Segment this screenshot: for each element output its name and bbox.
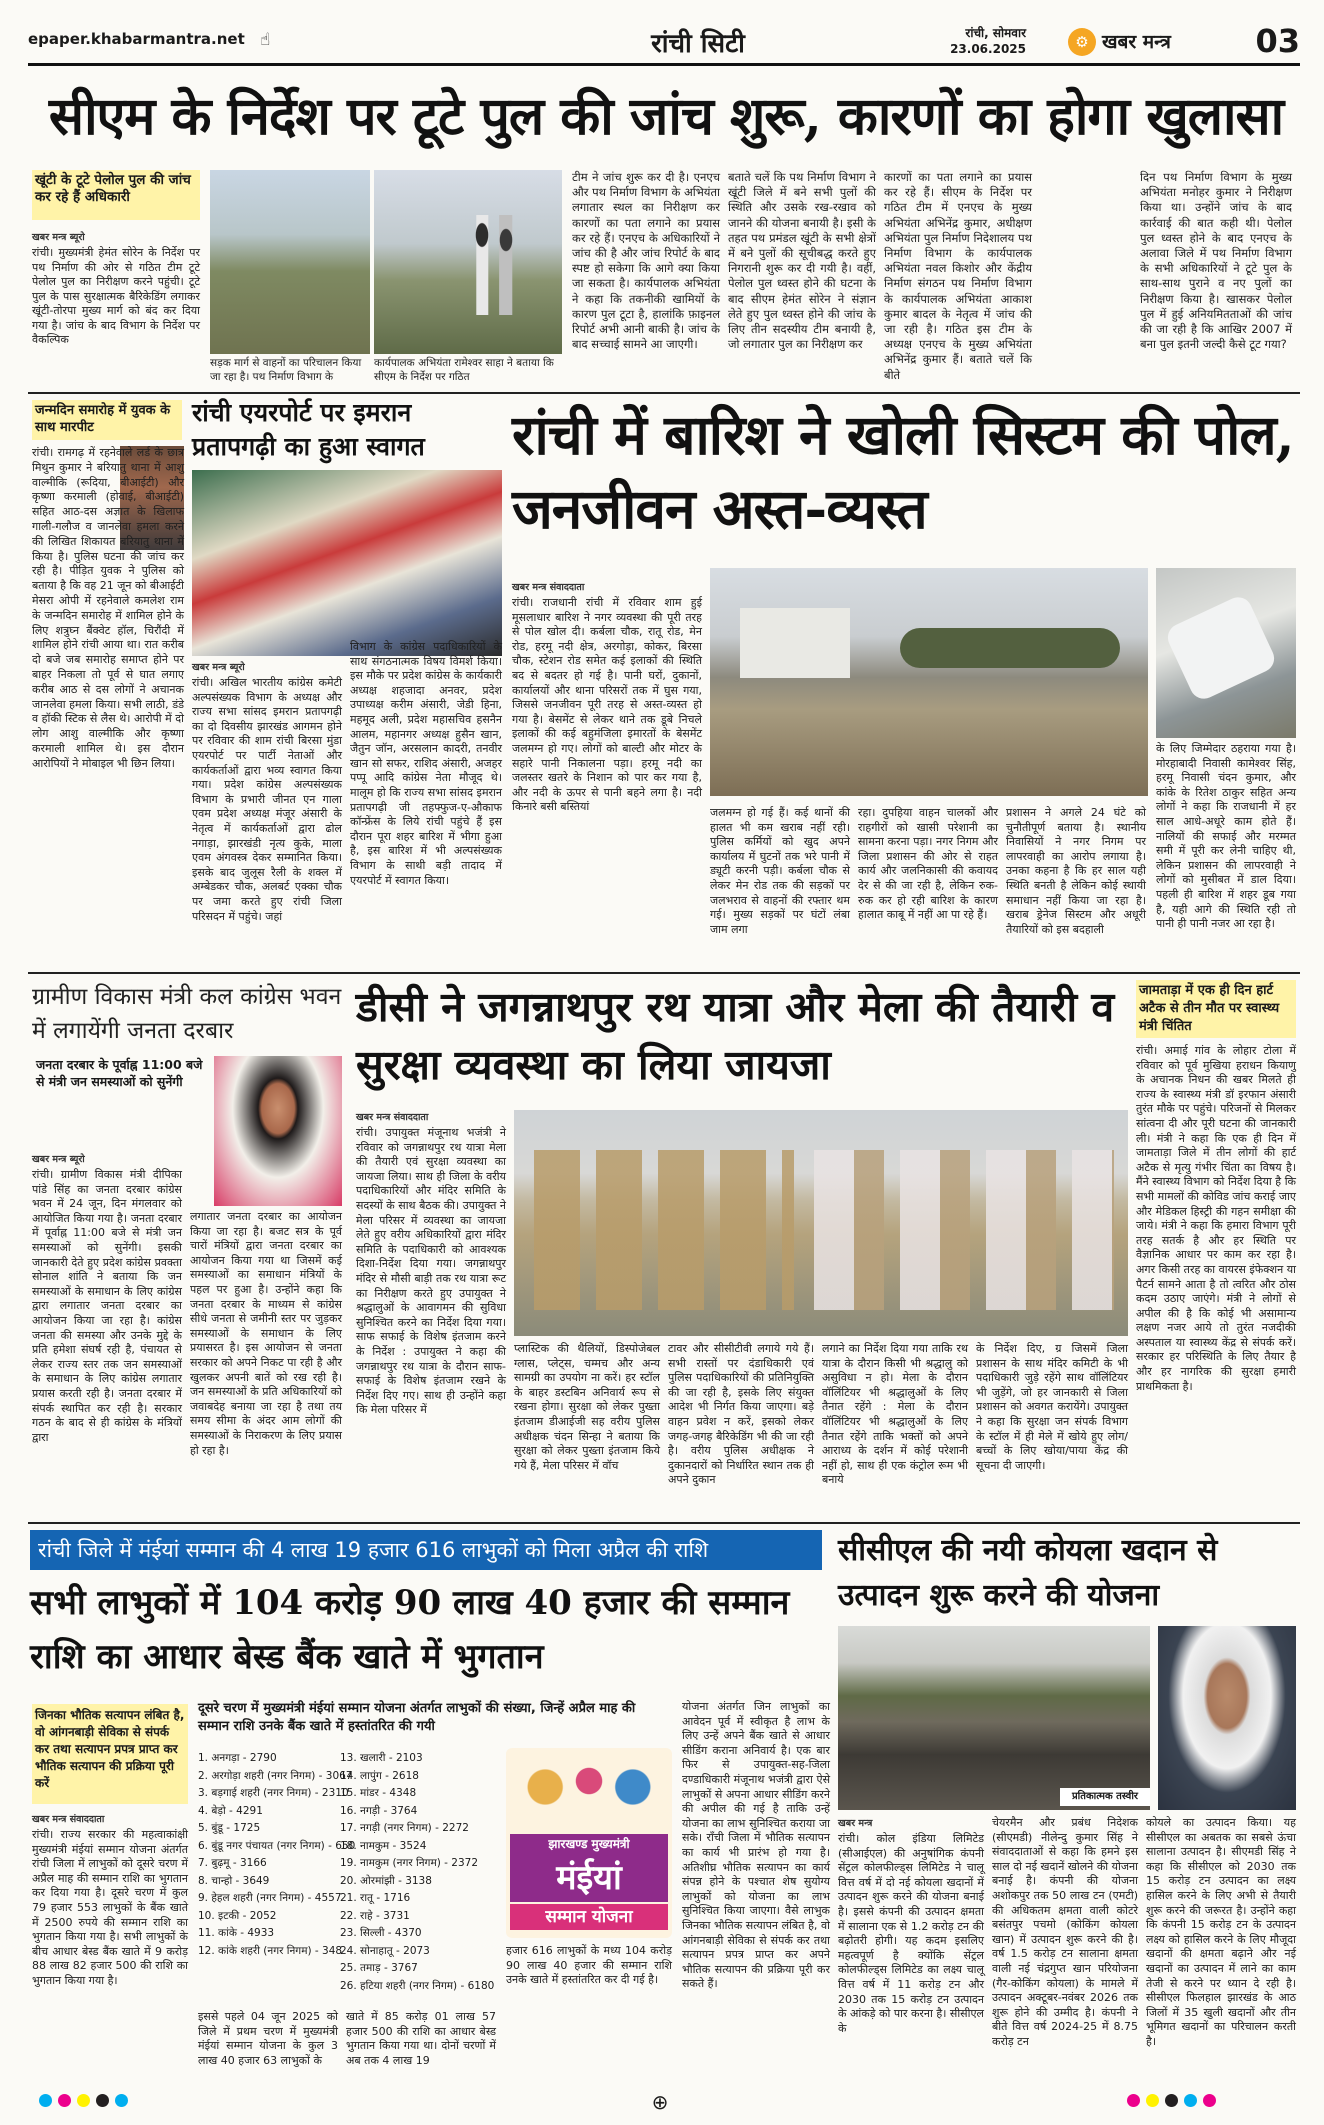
list-item: 17. नगड़ी (नगर निगम) - 2272 <box>340 1822 469 1834</box>
crosshair-icon: ⊕ <box>651 2090 669 2114</box>
beneficiary-table-title: दूसरे चरण में मुख्यमंत्री मंईयां सम्मान योजना अंतर्गत लाभुकों की संख्या, जिन्हें अप्रैल माह की सम्मान राशि उनके बैंक खाते में हस्तांतरित की गयी <box>198 1701 636 1734</box>
maiya-banner: रांची जिले में मंईयां सम्मान की 4 लाख 19 हजार 616 लाभुकों को मिला अप्रैल की राशि <box>30 1530 822 1570</box>
maiya-col1: रांची। राज्य सरकार की महत्वाकांक्षी मुख्यमंत्री मंईयां सम्मान योजना अंतर्गत रांची जिला में लाभुकों को दूसरे चरण में अप्रैल माह की सम्मान राशि का भुगतान कर दिया गया है। दूसरे चरण में कुल 79 हजार 553 लाभुकों के बैंक खाते में 2500 रुपये की सम्मान राशि का भुगतान किया गया है। सभी लाभुकों के बीच आधार बेस्ड बैंक खाते में 9 करोड़ 88 लाख 82 हजार 500 की राशि का भुगतान किया गया है। <box>32 1828 188 1987</box>
list-item: 5. बुंडू - 1725 <box>198 1822 261 1834</box>
yellow-mark <box>1146 2094 1159 2107</box>
photo2-caption: कार्यपालक अभियंता रामेश्वर साहा ने बताया कि सीएम के निर्देश पर गठित <box>374 357 554 383</box>
car-photo <box>1156 568 1296 738</box>
issue-date: 23.06.2025 <box>950 42 1026 56</box>
car-shape <box>1163 593 1278 704</box>
cursor-icon: ☝ <box>260 30 271 50</box>
cmd-portrait <box>1158 1626 1296 1810</box>
airport-headline: रांची एयरपोर्ट पर इमरान प्रतापगढ़ी का हुआ स्वागत <box>192 398 425 461</box>
maiya-yojana-logo <box>506 1748 672 1938</box>
maiya-col-a: इससे पहले 04 जून 2025 को जिले में प्रथम चरण में मुख्यमंत्री मंईयां सम्मान योजना के कुल 3 लाख 40 हजार 63 लाभुकों के <box>198 2010 338 2067</box>
flood-photo <box>710 568 1148 796</box>
birthday-kicker: जन्मदिन समारोह में युवक के साथ मारपीट <box>32 400 182 440</box>
list-item: 26. हटिया शहरी (नगर निगम) - 6180 <box>340 1979 495 1992</box>
minister-photo <box>214 1056 342 1206</box>
masthead <box>28 22 1300 66</box>
lead-col4: बताते चलें कि पथ निर्माण विभाग ने खूंटी जिले में बने सभी पुलों की स्थिति और उसके रख-रखाव को जानने की योजना बनायी है। इसी के तहत पथ प्रमंडल खूंटी के सभी क्षेत्रों में बने पुलों की सूचीबद्ध करते हुए निगरानी शुरू कर दी गयी है। वहीं, पेलोल पुल ध्वस्त होने की घटना के बाद सीएम हेमंत सोरेन ने संज्ञान लेते हुए पुल ध्वस्त होने की जांच के लिए तीन सदस्यीय टीम बनायी है, जो लगातार पुल का निरीक्षण कर <box>728 170 876 352</box>
photo-tag: प्रतिकात्मक तस्वीर <box>1060 1788 1150 1806</box>
divider <box>28 1522 1300 1524</box>
list-item: 6. बुंडू नगर पंचायत (नगर निगम) - 650 <box>198 1839 356 1852</box>
ccl-col3: कोयले का उत्पादन किया। यह सीसीएल का अबतक का सबसे ऊंचा सालाना उत्पादन है। सीएमडी सिंह ने कहा कि सीसीएल को 2030 तक 15 करोड़ टन उत्पादन का लक्ष्य हासिल करने के लिए अभी से तैयारी शुरू करने की जरूरत है। उन्होंने कहा कि कंपनी 15 करोड़ टन के उत्पादन लक्ष्य को हासिल करने के लिए मौजूदा खदानों की क्षमता बढ़ाने और नई खदानों का उत्पादन में लाने का काम तेजी से करने पर ध्यान दे रही है। सीसीएल फिलहाल झारखंड के आठ जिलों में 35 खुली खदानों और तीन भूमिगत खदानों का परिचालन करती है। <box>1146 1816 1296 2048</box>
beneficiary-list-left <box>198 1750 356 1992</box>
rain-col1: रांची। राजधानी रांची में रविवार शाम हुई मूसलाधार बारिश ने नगर व्यवस्था की पूरी तरह से पोल खोल दी। कर्बला चौक, रातू रोड, मेन रोड, हरमू नदी क्षेत्र, अरगोड़ा, कोकर, बिरसा चौक, स्टेशन रोड समेत कई इलाकों की स्थिति बद से बदतर हो गई है। पानी घरों, दुकानों, कार्यालयों और थाना परिसरों तक में घुस गया, जिससे जनजीवन पूरी तरह से अस्त-व्यस्त हो गया है। बेसमेंट से लेकर थाने तक डूबे निचले इलाकों की कई बहुमंजिला इमारतों के बेसमेंट जलमग्न हो गए। लोगों को बाल्टी और मोटर के सहारे पानी निकालना पड़ा। हरमू नदी का जलस्तर खतरे के निशान को पार कर गया है, और नदी के ऊपर से पानी बहने लगा है। नदी किनारे बसी बस्तियां <box>512 596 702 814</box>
coal-mine-photo <box>838 1626 1150 1810</box>
logo-mid-text: मंईयां <box>510 1854 668 1902</box>
registration-marks-left <box>36 2092 196 2112</box>
list-item: 22. राहे - 3731 <box>340 1909 410 1922</box>
jamtara-kicker: जामताड़ा में एक ही दिन हार्ट अटैक से तीन मौत पर स्वास्थ्य मंत्री चिंतित <box>1136 980 1296 1038</box>
list-item: 4. बेड़ो - 4291 <box>198 1804 263 1817</box>
cyan-mark <box>39 2094 52 2107</box>
rath-col5: के निर्देश दिए, ग्र जिसमें जिला प्रशासन के साथ मंदिर कमिटी के भी पदाधिकारी जुड़े रहेंगे साथ वॉलिंटियर भी जुड़ेंगे, जो हर जानकारी से जिला प्रशासन को अवगत करायेंगे। उपायुक्त ने कहा कि सुरक्षा जन संपर्क विभाग के स्टॉल में ही मेले में खोये हुए लोग/ बच्चों के लिए खोया/पाया केंद्र की सूचना दी जाएगी। <box>976 1342 1128 1472</box>
ccl-headline: सीसीएल की नयी कोयला खदान से उत्पादन शुरू करने की योजना <box>838 1533 1218 1613</box>
rath-headline: डीसी ने जगन्नाथपुर रथ यात्रा और मेला की तैयारी व सुरक्षा व्यवस्था का लिया जायजा <box>356 983 1115 1089</box>
list-item: 19. नामकुम (नगर निगम) - 2372 <box>340 1857 479 1869</box>
maiya-kicker: जिनका भौतिक सत्यापन लंबित है, वो आंगनबाड़ी सेविका से संपर्क कर तथा सत्यापन प्रपत्र प्राप्त कर भौतिक सत्यापन की प्रक्रिया पूरी करें <box>32 1704 188 1804</box>
photo1-caption: सड़क मार्ग से वाहनों का परिचालन किया जा रहा है। पथ निर्माण विभाग के <box>210 357 362 383</box>
lead-col6: दिन पथ निर्माण विभाग के मुख्य अभियंता मनोहर कुमार ने निरीक्षण किया था। उन्होंने जांच के बाद कार्रवाई की बात कही थी। पेलोल पुल ध्वस्त होने के बाद एनएच के अलावा जिले में पथ निर्माण विभाग के सभी अधिकारियों ने टूटे पुल के साथ-साथ पुराने व नए पुलों का निरीक्षण किया है। खासकर पेलोल पुल में हुई अनियमितताओं की जांच की जा रही है कि आखिर 2007 में बना पुल इतनी जल्दी कैसे टूट गया? <box>1140 170 1292 352</box>
list-item: 21. रातू - 1716 <box>340 1892 411 1904</box>
police-figures <box>534 1150 794 1310</box>
ccl-col1: रांची। कोल इंडिया लिमिटेड (सीआईएल) की अनुषांगिक कंपनी सेंट्रल कोलफील्ड्स लिमिटेड ने चालू वित्त वर्ष में दो नई कोयला खदानों में उत्पादन शुरू करने की योजना बनाई है। इससे कंपनी की उत्पादन क्षमता में सालाना एक से 1.2 करोड़ टन की बढ़ोतरी होगी। यह कदम इसलिए महत्वपूर्ण है क्योंकि सेंट्रल कोलफील्ड्स लिमिटेड का लक्ष्य चालू वित्त वर्ष में 11 करोड़ टन और 2030 तक 15 करोड़ टन उत्पादन के आंकड़े को पार करना है। सीसीएल के <box>838 1832 984 2035</box>
airport-col2: विभाग के कांग्रेस पदाधिकारियों के साथ संगठनात्मक विषय विमर्श किया। इस मौके पर प्रदेश कांग्रेस के कार्यकारी अध्यक्ष शहजादा अनवर, प्रदेश उपाध्यक्ष करीम अंसारी, जेडी हिना, महमूद अली, प्रदेश महासचिव हसनैन आलम, महानगर अध्यक्ष हुसैन खान, जैतुन जॉन, अरसलान कादरी, तनवीर खान सो सफर, राशिद अंसारी, अजहर पप्पू आदि कांग्रेस नेता मौजूद थे। मालूम हो कि राज्य सभा सांसद इमरान प्रतापगढ़ी जी तहफ्फुज-ए-औकाफ कॉन्फ्रेंस के लिये रांची पहुंचे हैं इस दौरान पूरा शहर बारिश में भीगा हुआ है, इस बारिश में भी अल्पसंख्यक विभाग के साथी बड़ी तादाद में एयरपोर्ट में स्वागत किया। <box>350 640 502 887</box>
list-item: 18. नामकुम - 3524 <box>340 1839 427 1852</box>
logo-bottom-text: सम्मान योजना <box>510 1904 668 1930</box>
lead-byline: खबर मन्त्र ब्यूरो <box>32 232 85 243</box>
list-item: 25. तमाड़ - 3767 <box>340 1962 418 1974</box>
airport-photo <box>192 470 502 656</box>
janta-kicker: जनता दरबार के पूर्वाह्न 11:00 बजे से मंत्री जन समस्याओं को सुनेंगी <box>36 1057 203 1089</box>
lead-headline: सीएम के निर्देश पर टूटे पुल की जांच शुरू, कारणों का होगा खुलासा <box>48 86 1284 147</box>
list-item: 8. चान्हो - 3649 <box>198 1874 270 1887</box>
officials-figures <box>814 1150 1114 1310</box>
rain-headline: रांची में बारिश ने खोली सिस्टम की पोल, जनजीवन अस्त-व्यस्त <box>512 402 1294 541</box>
city-day: रांची, सोमवार <box>965 26 1026 40</box>
cyan-mark <box>115 2094 128 2107</box>
rain-col4: प्रशासन ने अगले 24 घंटे को चुनौतीपूर्ण बताया है। स्थानीय निवासियों ने नगर निगम पर लापरवाही का आरोप लगाया है। उनका कहना है कि हर साल यही स्थिति बनती है लेकिन कोई स्थायी समाधान नहीं किया जा रहा है। खराब ड्रेनेज सिस्टम और अधूरी तैयारियों को इस बदहाली <box>1006 806 1146 936</box>
rath-byline: खबर मन्त्र संवाददाता <box>356 1112 429 1123</box>
rain-col3: रहा। दुपहिया वाहन चालकों और राहगीरों को खासी परेशानी का सामना करना पड़ा। नगर निगम और जिला प्रशासन की ओर से राहत कार्य और जलनिकासी की कवायद देर से की जा रही है, लेकिन रुक-रुक कर हो रही बारिश के कारण हालात काबू में नहीं आ पा रहे हैं। <box>858 806 998 922</box>
lead-kicker: खूंटी के टूटे पेलोल पुल की जांच कर रहे हैं अधिकारी <box>32 170 200 220</box>
beneficiary-list-right <box>340 1750 496 2004</box>
list-item: 24. सोनाहातू - 2073 <box>340 1944 430 1957</box>
divider <box>28 392 1300 394</box>
list-item: 16. नगड़ी - 3764 <box>340 1804 418 1817</box>
black-mark <box>96 2094 109 2107</box>
list-item: 3. बड़गाई शहरी (नगर निगम) - 2310 <box>198 1787 349 1799</box>
lead-col5: कारणों का पता लगाने का प्रयास कर रहे हैं। सीएम के निर्देश पर गठित टीम में एनएच के मुख्य अभियंता अभिनेंद्र कुमार, अधीक्षण अभियंता पुल निर्माण निदेशालय पथ निर्माण विभाग के कार्यपालक अभियंता नवल किशोर और केंद्रीय निर्माण संगठन पथ निर्माण विभाग के कार्यपालक अभियंता आकाश कुमार बादल के नेतृत्व में जांच की जा रही है। गठित इस टीम के अध्यक्ष एनएच के मुख्य अभियंता अभिनेंद्र कुमार हैं। बताते चलें कि बीते <box>884 170 1032 382</box>
registration-marks-right <box>1124 2092 1294 2112</box>
rath-col1: रांची। उपायुक्त मंजूनाथ भजंत्री ने रविवार को जगन्नाथपुर रथ यात्रा मेला की तैयारी एवं सुरक्षा व्यवस्था का जायजा लिया। साथ ही जिला के वरीय पदाधिकारियों और मंदिर समिति के सदस्यों के साथ बैठक की। उपायुक्त ने मेला परिसर में व्यवस्था का जायजा लेते हुए वरीय अधिकारियों द्वारा मंदिर समिति के पदाधिकारी को आवश्यक दिशा-निर्देश दिया गया। जगन्नाथपुर मंदिर से मौसी बाड़ी तक रथ यात्रा रूट का निरीक्षण करते हुए उपायुक्त ने श्रद्धालुओं के आवागमन की सुविधा सुनिश्चित करने का निर्देश दिया गया। साफ सफाई के विशेष इंतजाम करने के निर्देश : उपायुक्त ने कहा की जगन्नाथपुर रथ यात्रा के दौरान साफ-सफाई के विशेष इंतजाम रखने के निर्देश दिए गए। साथ ही उन्होंने कहा कि मेला परिसर में <box>356 1126 506 1417</box>
cyan-mark <box>1184 2094 1197 2107</box>
jamtara-body: रांची। अमाई गांव के लोहार टोला में रविवार को पूर्व मुखिया हराधन कियाणु के अचानक निधन की खबर मिलते ही राज्य के स्वास्थ्य मंत्री डॉ इरफान अंसारी तुरंत मौके पर पहुंचे। परिजनों से मिलकर सांत्वना दी और पूरी घटना की जानकारी ली। मंत्री ने कहा कि एक ही दिन में जामताड़ा जिले में तीन लोगों की हार्ट अटैक से मृत्यु गंभीर चिंता का विषय है। मैंने स्वास्थ्य विभाग को निर्देश दिया है कि सभी मामलों की कोविड जांच कराई जाए और मेडिकल हिस्ट्री की गहन समीक्षा की जाये। मंत्री ने कहा कि हमारा विभाग पूरी तरह सतर्क है और हर स्थिति पर वैज्ञानिक आधार पर काम कर रहा है। अगर किसी तरह का वायरस इंफेक्शन या पैटर्न सामने आता है तो त्वरित और ठोस कदम उठाए जाएंगे। मंत्री ने लोगों से अपील की है कि कोई भी असामान्य लक्षण नजर आये तो तुरंत नजदीकी अस्पताल या स्वास्थ्य केंद्र से संपर्क करें। सरकार हर परिस्थिति के लिए तैयार है और हर नागरिक की सुरक्षा हमारी प्राथमिकता है। <box>1136 1044 1296 1393</box>
rain-col2: जलमग्न हो गई हैं। कई थानों की हालत भी कम खराब नहीं रही। पुलिस कर्मियों को खुद अपने कार्यालय में घुटनों तक भरे पानी में ड्यूटी करनी पड़ी। कर्बला चौक से लेकर मेन रोड तक की सड़कों पर जलभराव से वाहनों की रफ्तार थम गई। मुख्य सड़कों पर घंटों लंबा जाम लगा <box>710 806 850 936</box>
maiya-col-b: खाते में 85 करोड़ 01 लाख 57 हजार 500 की राशि का आधार बेस्ड भुगतान किया गया था। दोनों चरणों में अब तक 4 लाख 19 <box>346 2010 496 2067</box>
list-item: 7. बुढ़मू - 3166 <box>198 1857 267 1869</box>
maiya-col-d: योजना अंतर्गत जिन लाभुकों का आवेदन पूर्व में स्वीकृत है लाभ के लिए उन्हें अपने बैंक खाते से आधार सीडिंग कराना अनिवार्य है। एक बार फिर से उपायुक्त-सह-जिला दण्डाधिकारी मंजूनाथ भजंत्री द्वारा ऐसे लाभुकों से अपना आधार सीडिंग करने की अपील की गई है ताकि उन्हें योजना का लाभ सुनिश्चित कराया जा सके। राँची जिला में भौतिक सत्यापन का कार्य भी प्रारंभ हो गया है। अतिशीघ्र भौतिक सत्यापन का कार्य संपन्न होने के पश्चात शेष सुयोग्य लाभुकों को योजना का लाभ सुनिश्चित किया जाएगा। वैसे लाभुक जिनका भौतिक सत्यापन लंबित है, वो आंगनबाड़ी सेविका से संपर्क कर तथा सत्यापन प्रपत्र प्राप्त कर अपने भौतिक सत्यापन की प्रक्रिया पूरी कर सकते हैं। <box>682 1700 830 1991</box>
dc-inspection-photo <box>514 1110 1128 1336</box>
yellow-mark <box>77 2094 90 2107</box>
airport-col1: रांची। अखिल भारतीय कांग्रेस कमेटी अल्पसंख्यक विभाग के अध्यक्ष और राज्य सभा सांसद इमरान प्रतापगढ़ी का दो दिवसीय झारखंड आगमन होने पर रविवार की शाम रांची बिरसा मुंडा एयरपोर्ट पर पार्टी नेताओं और कार्यकर्ताओं द्वारा भव्य स्वागत किया गया। प्रदेश कांग्रेस अल्पसंख्यक विभाग के प्रभारी जीनत एन गाला एवम प्रदेश अध्यक्ष मंजूर अंसारी के नेतृत्व में कार्यकर्ताओं द्वारा ढोल नगाड़ा, झारखंडी नृत्य कुके, माला एवम अंगवस्त्र देकर सम्मानित किया। इसके बाद जुलूस रैली के शक्ल में अम्बेडकर चौक, अलबर्ट एक्का चौक पर जमा करते हुए रांची जिला परिसदन में पहुंचे। जहां <box>192 676 342 923</box>
lead-body: रांची। मुख्यमंत्री हेमंत सोरेन के निर्देश पर पथ निर्माण की ओर से गठित टीम टूटे पेलोल पुल का निरीक्षण करने पहुंची। टूटे पुल के पास सुरक्षात्मक बैरिकेडिंग लगाकर खूंटी-तोरपा मुख्य मार्ग को बंद कर दिया गया है। जांच के बाद विभाग के निर्देश पर वैकल्पिक <box>32 246 200 346</box>
list-item: 10. इटकी - 2052 <box>198 1909 277 1922</box>
airport-byline: खबर मन्त्र ब्यूरो <box>192 662 245 673</box>
site-url[interactable]: epaper.khabarmantra.net <box>28 30 245 48</box>
flood-building <box>740 608 850 678</box>
bridge-photo-2 <box>374 170 562 354</box>
rain-col5: के लिए जिम्मेदार ठहराया गया है। मोरहाबादी निवासी कामेश्वर सिंह, हरमू निवासी चंदन कुमार, और कांके के रितेश ठाकुर सहित अन्य लोगों ने कहा कि राजधानी में हर साल आधे-अधूरे काम होते हैं। नालियों की सफाई और मरम्मत समी में पूरी कर लेनी चाहिए थी, लेकिन प्रशासन की लापरवाही ने लोगों को मुसीबत में डाल दिया। पहली ही बारिश में शहर डूब गया है, यही आगे की स्थिति रही तो पानी ही पानी नजर आ रहा है। <box>1156 742 1296 931</box>
list-item: 23. सिल्ली - 4370 <box>340 1927 422 1939</box>
rath-col3: टावर और सीसीटीवी लगाये गये हैं। सभी रास्तों पर दंडाधिकारी एवं पुलिस पदाधिकारियों की प्रतिनियुक्ति की जा रही है, इसके लिए संयुक्त आदेश भी निर्गत किया जाएगा। बड़े वाहन प्रवेश न करें, इसको लेकर जगह-जगह बैरिकेडिंग भी की जा रही है। वरीय पुलिस अधीक्षक ने दुकानदारों को निर्धारित स्थान तक ही अपने दुकान <box>668 1342 814 1487</box>
janta-col1: रांची। ग्रामीण विकास मंत्री दीपिका पांडे सिंह का जनता दरबार कांग्रेस भवन में 24 जून, दिन मंगलवार को आयोजित किया गया है। जनता दरबार में पूर्वाह्न 11:00 बजे से मंत्री जन समस्याओं को सुनेंगी। इसकी जानकारी देते हुए प्रदेश कांग्रेस प्रवक्ता सोनाल शांति ने बताया कि जन समस्याओं के समाधान के लिए कांग्रेस द्वारा लगातार जनता दरबार का आयोजन किया जा रहा है। कांग्रेस जनता की समस्या और उनके मुद्दे के प्रति हमेशा संघर्ष रही है, पंचायत से लेकर राज्य स्तर तक जन समस्याओं के समाधान के लिए कांग्रेस लगातार प्रयास करती रही है। जनता दरबार में संपर्क स्थापित कर रही है। सरकार गठन के बाद से ही कांग्रेस के मंत्रियों द्वारा <box>32 1168 182 1444</box>
list-item: 9. हेहल शहरी (नगर निगम) - 4557 <box>198 1892 342 1904</box>
birthday-body: रांची। रामगढ़ में रहनेवाले लर्ड के छात्र मिथुन कुमार ने बरियातु थाना में आशु वाल्मीकि (रूदिया, बीआईटी) और कृष्णा करमाली (होवाई, बीआईटी) सहित आठ-दस अज्ञात के खिलाफ गाली-गलौज व जानलेवा हमला करने की लिखित शिकायत बरियातु थाना में किया है। पुलिस घटना की जांच कर रही है। पीड़ित युवक ने पुलिस को बताया है कि वह 21 जून को बीआईटी मेसरा ओपी में रहनेवाले कमलेश राम के जन्मदिन समारोह में शामिल होने के लिए शत्रुघ्न बैंक्वेट हॉल, चिरौंदी में शामिल होने रांची आया था। रात करीब दो बजे जब समारोह समाप्त होने पर बाहर निकला तो पूर्व से घात लगाए करीब आठ से दस लोगों ने अचानक जानलेवा हमला किया। सभी लाठी, डंडे व हॉकी स्टिक से लैस थे। आरोपी में दो लोग आशु वाल्मीकि और कृष्णा करमाली शामिल थे। इस दौरान आरोपियों ने मोबाइल भी छिन लिया। <box>32 446 184 770</box>
maiya-col-c: हजार 616 लाभुकों के मध्य 104 करोड़ 90 लाख 40 हजार की सम्मान राशि उनके खाते में हस्तांतरित कर दी गई है। <box>506 1944 672 1987</box>
brand-logo-icon: ⚙ <box>1068 28 1096 56</box>
magenta-mark <box>1203 2094 1216 2107</box>
maiya-headline: सभी लाभुकों में 104 करोड़ 90 लाख 40 हजार की सम्मान राशि का आधार बेस्ड बैंक खाते में भुगतान <box>30 1583 790 1677</box>
rath-col4: लगाने का निर्देश दिया गया ताकि रथ यात्रा के दौरान किसी भी श्रद्धालु को असुविधा न हो। मेला के दौरान वॉलिंटियर भी श्रद्धालुओं के लिए तैनात रहेंगे : मेला के दौरान वॉलिंटियर भी श्रद्धालुओं के लिए तैनात रहेंगे ताकि भक्तों को अपने आराध्य के दर्शन में कोई परेशानी नहीं हो, साथ ही एक कंट्रोल रूम भी बनाये <box>822 1342 968 1487</box>
rath-col2: प्लास्टिक की थैलियों, डिस्पोजेबल ग्लास, प्लेट्स, चम्मच और अन्य सामग्री का उपयोग ना करें। हर स्टॉल के बाहर डस्टबिन अनिवार्य रूप से रखना होगा। सुरक्षा को लेकर पुख्ता इंतजाम डीआईजी सह वरीय पुलिस अधीक्षक चंदन सिन्हा ने बताया कि सुरक्षा को लेकर पुख्ता इंतजाम किये गये हैं, मेला परिसर में वॉच <box>514 1342 660 1472</box>
list-item: 13. खलारी - 2103 <box>340 1752 423 1764</box>
rain-byline: खबर मन्त्र संवाददाता <box>512 582 585 593</box>
section-title: रांची सिटी <box>651 29 745 59</box>
lead-col3: टीम ने जांच शुरू कर दी है। एनएच और पथ निर्माण विभाग के अभियंता लगातार स्थल का निरीक्षण कर कारणों का पता लगाने का प्रयास कर रहे हैं। एनएच के अधिकारियों ने जांच की है और जांच रिपोर्ट के बाद स्पष्ट हो सकेगा कि आगे क्या किया जा सकता है। कार्यपालक अभियंता ने कहा कि तकनीकी खामियों के कारण पुल टूटा है, हालांकि फ़ाइनल रिपोर्ट अभी आनी बाकी है। जांच के बाद सच्चाई सामने आ जाएगी। <box>572 170 720 352</box>
maiya-byline: खबर मन्त्र संवाददाता <box>32 1814 105 1825</box>
magenta-mark <box>1127 2094 1140 2107</box>
list-item: 11. कांके - 4933 <box>198 1927 275 1939</box>
list-item: 2. अरगोड़ा शहरी (नगर निगम) - 3067 <box>198 1769 353 1782</box>
janta-byline: खबर मन्त्र ब्यूरो <box>32 1154 85 1165</box>
brand-name: खबर मन्त्र <box>1102 31 1171 53</box>
list-item: 20. ओरमांझी - 3138 <box>340 1874 432 1887</box>
logo-top-text: झारखण्ड मुख्यमंत्री <box>510 1834 668 1854</box>
janta-headline: ग्रामीण विकास मंत्री कल कांग्रेस भवन में लगायेंगी जनता दरबार <box>32 984 342 1044</box>
page-number: 03 <box>1255 22 1300 60</box>
divider <box>28 972 1300 974</box>
woman-figures-icon <box>516 1754 662 1814</box>
magenta-mark <box>58 2094 71 2107</box>
officials-silhouette <box>464 215 524 315</box>
list-item: 14. लापुंग - 2618 <box>340 1769 419 1782</box>
flood-trees <box>900 628 1120 668</box>
list-item: 15. मांडर - 4348 <box>340 1787 417 1799</box>
janta-col2: लगातार जनता दरबार का आयोजन किया जा रहा है। बजट सत्र के पूर्व चारों मंत्रियों द्वारा जनता दरबार का आयोजन किया गया था जिसमें कई समस्याओं का समाधान मंत्रियों के पहल पर हुआ है। उन्होंने कहा कि जनता दरबार के माध्यम से कांग्रेस सीधे जनता से जमीनी स्तर पर जुड़कर समस्याओं के समाधान के लिए प्रयासरत है। इस आयोजन से जनता सरकार को अपने निकट पा रही है और खुलकर अपनी बातें को रख रही है। जन समस्याओं के प्रति अधिकारियों को जवाबदेह बनाया जा रहा है तथा तय समय सीमा के अंदर आम लोगों की समस्याओं के निराकरण के लिए प्रयास हो रहा है। <box>190 1210 342 1457</box>
bridge-photo-1 <box>210 170 370 354</box>
list-item: 12. कांके शहरी (नगर निगम) - 348 <box>198 1944 343 1957</box>
list-item: 1. अनगड़ा - 2790 <box>198 1752 277 1764</box>
ccl-byline: खबर मन्त्र <box>838 1818 873 1829</box>
ccl-col2: चेयरमैन और प्रबंध निदेशक (सीएमडी) नीलेन्दु कुमार सिंह ने संवाददाताओं से कहा कि हमने इस साल दो नई खदानें खोलने की योजना बनाई है। कंपनी की योजना अशोकपुर तक 50 लाख टन (एमटी) की अधिकतम क्षमता वाली कोटरे बसंतपुर पचमो (कोकिंग कोयला खान) में उत्पादन शुरू करने की है। वर्ष 1.5 करोड़ टन सालाना क्षमता वाली नई चंद्रगुप्त खान परियोजना (गैर-कोकिंग कोयला) के मामले में उत्पादन अक्टूबर-नवंबर 2026 तक शुरू होने की उम्मीद है। कंपनी ने बीते वित्त वर्ष 2024-25 में 8.75 करोड़ टन <box>992 1816 1138 2048</box>
black-mark <box>1165 2094 1178 2107</box>
